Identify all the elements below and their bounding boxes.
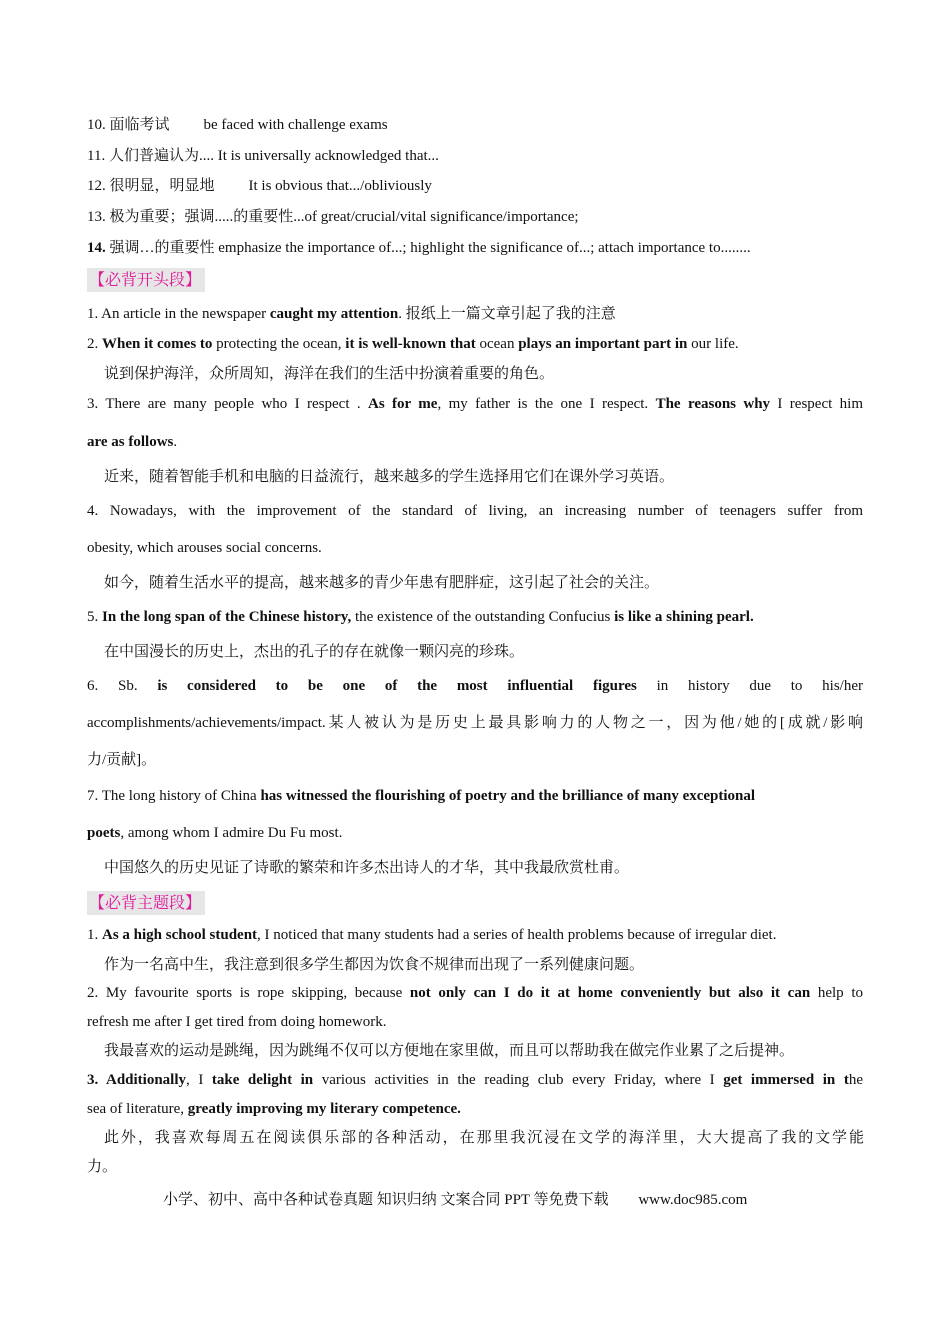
opening-sentence-3-translation: 近来，随着智能手机和电脑的日益流行，越来越多的学生选择用它们在课外学习英语。 [104,469,675,485]
opening-sentence-7-translation: 中国悠久的历史见证了诗歌的繁荣和许多杰出诗人的才华，其中我最欣赏杜甫。 [104,860,630,876]
main-sentence-3-translation-line2: 力。 [87,1159,118,1175]
phrase-11: 11. 人们普遍认为.... It is universally acknowledged that... [87,148,439,164]
opening-sentence-2-translation: 说到保护海洋，众所周知，海洋在我们的生活中扮演着重要的角色。 [104,366,555,382]
opening-sentence-3-line2: are as follows. [87,434,178,450]
opening-sentence-7-line2: poets, among whom I admire Du Fu most. [87,825,343,841]
main-sentence-3-translation: 此外，我喜欢每周五在阅读俱乐部的各种活动，在那里我沉浸在文学的海洋里，大大提高了我的文学能 [104,1130,864,1146]
opening-sentence-6: 6. Sb. is considered to be one of the most influential figures in history due to his/her [87,678,863,694]
footer-url-link[interactable]: www.doc985.com [638,1192,748,1208]
section-title-main: 【必背主题段】 [87,891,205,915]
page-footer [163,1190,747,1210]
main-sentence-2-line2: refresh me after I get tired from doing homework. [87,1014,387,1030]
opening-sentence-6-line3: 力/贡献]。 [87,752,157,768]
opening-sentence-6-line2: accomplishments/achievements/impact.某人被认为是历史上最具影响力的人物之一，因为他/她的[成就/影响 [87,715,863,731]
main-sentence-1: 1. As a high school student, I noticed that many students had a series of health problems because of irregular diet. [87,927,777,943]
main-sentence-3: 3. Additionally, I take delight in various activities in the reading club every Friday, where I get immersed in the [87,1072,863,1088]
main-sentence-2: 2. My favourite sports is rope skipping, because not only can I do it at home conveniently but also it can help to [87,985,863,1001]
opening-sentence-3: 3. There are many people who I respect . As for me, my father is the one I respect. The reasons why I respect him [87,396,863,412]
opening-sentence-5: 5. In the long span of the Chinese history, the existence of the outstanding Confucius is like a shining pearl. [87,609,754,625]
main-sentence-1-translation: 作为一名高中生，我注意到很多学生都因为饮食不规律而出现了一系列健康问题。 [104,957,645,973]
opening-sentence-2: 2. When it comes to protecting the ocean, it is well-known that ocean plays an important part in our life. [87,336,739,352]
main-sentence-2-translation: 我最喜欢的运动是跳绳，因为跳绳不仅可以方便地在家里做，而且可以帮助我在做完作业累了之后提神。 [104,1043,795,1059]
phrase-14: 14. 强调…的重要性 emphasize the importance of...; highlight the significance of...; attach importance to........ [87,240,751,256]
opening-sentence-1: 1. An article in the newspaper caught my attention. 报纸上一篇文章引起了我的注意 [87,306,616,322]
opening-sentence-5-translation: 在中国漫长的历史上，杰出的孔子的存在就像一颗闪亮的珍珠。 [104,644,525,660]
opening-sentence-4-translation: 如今，随着生活水平的提高，越来越多的青少年患有肥胖症，这引起了社会的关注。 [104,575,660,591]
phrase-10: 10. 面临考试 be faced with challenge exams [87,117,388,133]
opening-sentence-4: 4. Nowadays, with the improvement of the standard of living, an increasing number of teenagers suffer from [87,503,863,519]
opening-sentence-4-line2: obesity, which arouses social concerns. [87,540,322,556]
footer-text: 小学、初中、高中各种试卷真题 知识归纳 文案合同 PPT 等免费下载 [163,1192,609,1208]
main-sentence-3-line2: sea of literature, greatly improving my literary competence. [87,1101,461,1117]
opening-sentence-7: 7. The long history of China has witnessed the flourishing of poetry and the brilliance of many exceptional [87,788,756,804]
phrase-12: 12. 很明显，明显地 It is obvious that.../obliviously [87,178,432,194]
section-title-opening: 【必背开头段】 [87,268,205,292]
phrase-13: 13. 极为重要；强调.....的重要性...of great/crucial/vital significance/importance; [87,209,579,225]
